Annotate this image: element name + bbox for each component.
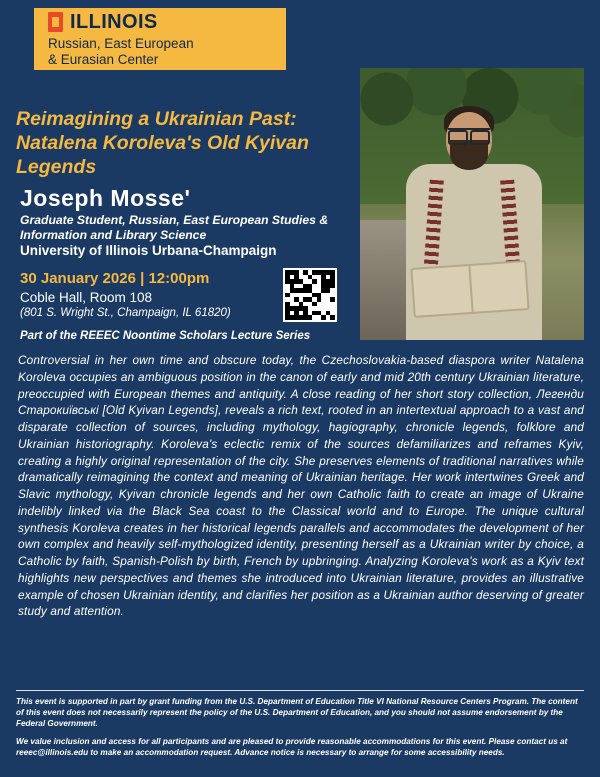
photo-person-glasses: [448, 128, 490, 141]
illinois-logo: [48, 11, 286, 34]
qr-code-grid: [285, 270, 335, 320]
footer-notes: [16, 697, 584, 767]
brand-header: [34, 8, 286, 70]
funding-note: This event is supported in part by grant funding from the U.S. Department of Education Title VI National Resource Centers Program. The content of this event does not necessarily represent the policy of the U.S. Department of Education, and you should not assume endorsement by the Federal Government.: [16, 697, 578, 728]
event-series: Part of the REEEC Noontime Scholars Lecture Series: [20, 330, 311, 342]
speaker-photo: [360, 68, 584, 340]
photo-book: [410, 260, 529, 318]
page-title: Reimagining a Ukrainian Past: Natalena Koroleva's Old Kyivan Legends: [16, 108, 309, 178]
accessibility-note: We value inclusion and access for all participants and are pleased to provide reasonable accommodations for this event. Please contact us at reeec@illinois.edu to make an accommodation request. Advance notice is necessary to arrange for some accessibility needs.: [16, 737, 568, 758]
speaker-institution: University of Illinois Urbana-Champaign: [20, 243, 277, 258]
center-name-line2: & Eurasian Center: [48, 51, 159, 67]
speaker-name: Joseph Mosse': [20, 185, 191, 211]
center-name: [48, 36, 286, 67]
event-datetime: 30 January 2026 | 12:00pm: [20, 270, 210, 287]
illinois-wordmark: ILLINOIS: [70, 10, 158, 33]
footer-divider: [16, 690, 584, 691]
abstract-text: Controversial in her own time and obscure today, the Czechoslovakia-based diaspora writer Natalena Koroleva occupies an ambiguous position in the canon of early and mid 20th century Ukrainian literature, preoccupied with European themes and antiquity. A close reading of her short story collection, Легенди Старокиївські [Old Kyivan Legends], reveals a rich text, rooted in an intertextual approach to a vast and disparate collection of sources, including mythology, hagiography, chronicle legends, folklore and Ukrainian historiography. Koroleva's eclectic remix of the sources defamiliarizes and reframes Kyiv, creating a highly original representation of the city. She preserves elements of traditional narratives while dramatically reimagining the context and meaning of Ukrainian heritage. Her work intertwines Greek and Slavic mythology, Kyivan chronicle legends and her own Catholic faith to create an image of Ukraine indelibly linked via the Black Sea coast to the Classical world and to Europe. The unique cultural synthesis Koroleva creates in her historical legends parallels and accommodates the development of her own complex and heavily self-mythologized identity, presenting herself as a Ukrainian writer by choice, a Catholic by faith, Spanish-Polish by birth, French by upbringing. Analyzing Koroleva's work as a Kyiv text highlights new perspectives and themes she introduced into Ukrainian literature, provides an illustrative example of chosen Ukrainian identity, and clarifies her position as a Ukrainian author deserving of greater study and attention.: [18, 353, 584, 619]
event-address: (801 S. Wright St., Champaign, IL 61820): [20, 307, 231, 319]
event-venue: Coble Hall, Room 108: [20, 290, 153, 305]
center-name-line1: Russian, East European: [48, 35, 194, 51]
speaker-affiliation: Graduate Student, Russian, East European Studies & Information and Library Science: [20, 213, 329, 243]
qr-code-icon[interactable]: [283, 268, 337, 322]
illinois-block-i-icon: [48, 12, 63, 32]
